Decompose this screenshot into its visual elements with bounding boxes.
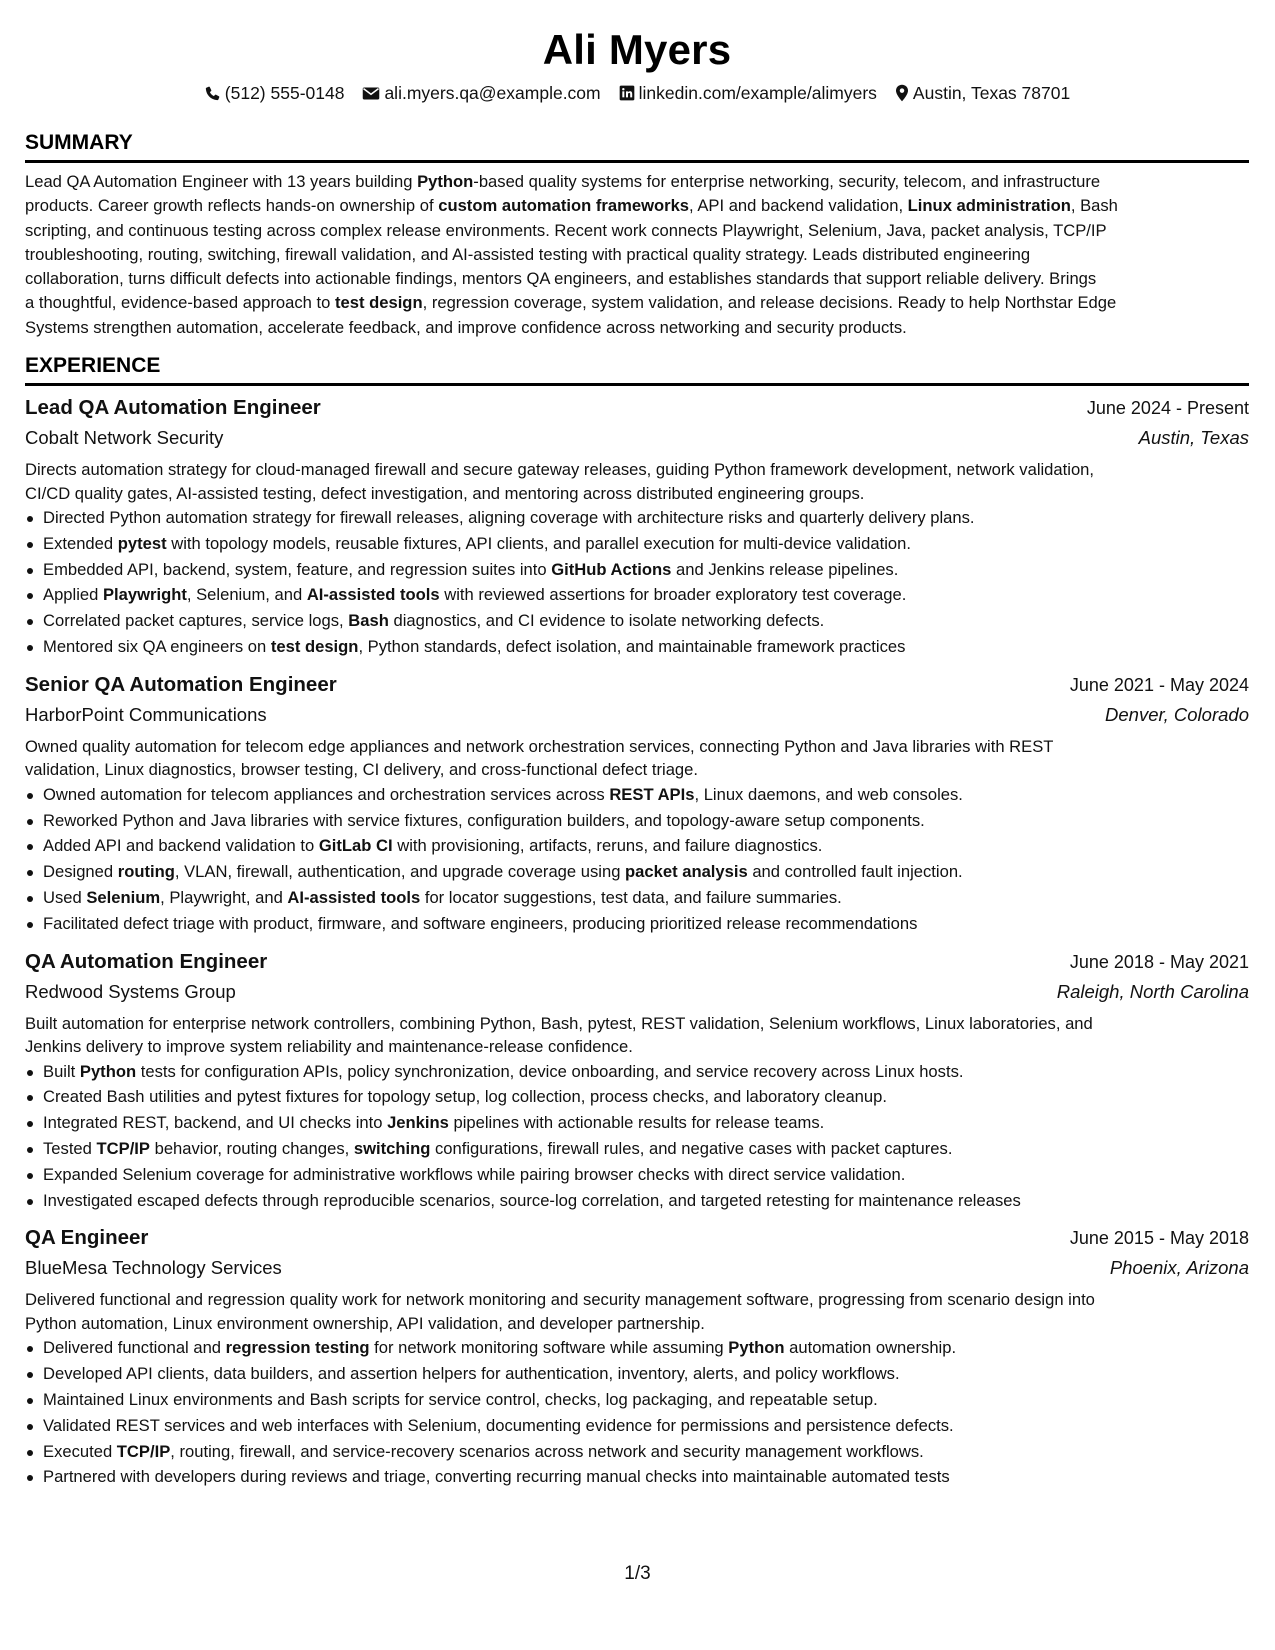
- bullet-item: Delivered functional and regression testing for network monitoring software while assuming Python automation ownership.: [25, 1335, 1249, 1361]
- job-bullets: [25, 505, 1249, 660]
- job-header: [25, 947, 1249, 977]
- job-dates: June 2015 - May 2018: [1069, 1228, 1249, 1249]
- job-description: Owned quality automation for telecom edge appliances and network orchestration services, connecting Python and Java libraries with REST validation, Linux diagnostics, browser testing, CI delivery, and cross-functional defect triage.: [25, 736, 1054, 780]
- bullet-item: Extended pytest with topology models, reusable fixtures, API clients, and parallel execution for multi-device validation.: [25, 531, 1249, 557]
- bullet-item: Owned automation for telecom appliances and orchestration services across REST APIs, Linux daemons, and web consoles.: [25, 782, 1249, 808]
- job-subheader: [25, 1253, 1249, 1283]
- job-location: Austin, Texas: [1138, 427, 1249, 449]
- summary-text: Lead QA Automation Engineer with 13 years building Python-based quality systems for enterprise networking, security, telecom, and infrastructure products. Career growth reflects hands-on ownership of custom automation frameworks, API and backend validation, Linux administration, Bash scripting, and continuous testing across complex release environments. Recent work connects Playwright, Selenium, Java, packet analysis, TCP/IP troubleshooting, routing, switching, firewall validation, and AI-assisted testing with practical quality strategy. Leads distributed engineering collaboration, turns difficult defects into actionable findings, mentors QA engineers, and establishes standards that support reliable delivery. Brings a thoughtful, evidence-based approach to test design, regression coverage, system validation, and release decisions. Ready to help Northstar Edge Systems strengthen automation, accelerate feedback, and improve confidence across networking and security products.: [25, 172, 1118, 337]
- experience-heading: EXPERIENCE: [25, 353, 1249, 386]
- job-title: Lead QA Automation Engineer: [25, 396, 321, 420]
- bullet-item: Validated REST services and web interfaces with Selenium, documenting evidence for permissions and persistence defects.: [25, 1413, 1249, 1439]
- job-description: Directs automation strategy for cloud-managed firewall and secure gateway releases, guiding Python framework development, network validation, CI/CD quality gates, AI-assisted testing, defect investigation, and mentoring across distributed engineering groups.: [25, 460, 1095, 503]
- job-location: Raleigh, North Carolina: [1056, 980, 1249, 1002]
- bullet-item: Maintained Linux environments and Bash scripts for service control, checks, log packaging, and repeatable setup.: [25, 1387, 1249, 1413]
- bullet-item: Designed routing, VLAN, firewall, authentication, and upgrade coverage using packet analysis and controlled fault injection.: [25, 859, 1249, 885]
- bullet-item: Correlated packet captures, service logs, Bash diagnostics, and CI evidence to isolate networking defects.: [25, 608, 1249, 634]
- bullet-item: Mentored six QA engineers on test design, Python standards, defect isolation, and maintainable framework practices: [25, 634, 1249, 660]
- phone-icon: [204, 85, 221, 102]
- bullet-item: Partnered with developers during reviews and triage, converting recurring manual checks into maintainable automated tests: [25, 1464, 1249, 1490]
- bullet-item: Created Bash utilities and pytest fixtures for topology setup, log collection, process checks, and laboratory cleanup.: [25, 1084, 1249, 1110]
- email-link[interactable]: ali.myers.qa@example.com: [384, 83, 601, 103]
- job-title: Senior QA Automation Engineer: [25, 672, 337, 696]
- experience-list: [25, 393, 1249, 1490]
- contact-email[interactable]: [362, 81, 600, 105]
- bullet-item: Built Python tests for configuration APIs, policy synchronization, device onboarding, and service recovery across Linux hosts.: [25, 1059, 1249, 1085]
- company-name: HarborPoint Communications: [25, 703, 267, 725]
- job-bullets: [25, 1059, 1249, 1214]
- contact-location: [895, 81, 1070, 105]
- bullet-item: Applied Playwright, Selenium, and AI-assisted tools with reviewed assertions for broader exploratory test coverage.: [25, 582, 1249, 608]
- map-pin-icon: [895, 84, 909, 102]
- job-subheader: [25, 977, 1249, 1007]
- bullet-item: Used Selenium, Playwright, and AI-assisted tools for locator suggestions, test data, and failure summaries.: [25, 885, 1249, 911]
- bullet-item: Integrated REST, backend, and UI checks into Jenkins pipelines with actionable results for release teams.: [25, 1110, 1249, 1136]
- job-entry: [25, 393, 1249, 660]
- contact-bar: [25, 81, 1249, 105]
- bullet-item: Developed API clients, data builders, and assertion helpers for authentication, inventory, alerts, and policy workflows.: [25, 1361, 1249, 1387]
- bullet-item: Investigated escaped defects through reproducible scenarios, source-log correlation, and targeted retesting for maintenance releases: [25, 1188, 1249, 1214]
- job-description: Built automation for enterprise network controllers, combining Python, Bash, pytest, REST validation, Selenium workflows, Linux laboratories, and Jenkins delivery to improve system reliability and maintenance-release confidence.: [25, 1013, 1093, 1057]
- job-bullets: [25, 782, 1249, 937]
- contact-phone: [204, 81, 345, 105]
- job-title: QA Automation Engineer: [25, 949, 268, 973]
- bullet-item: Reworked Python and Java libraries with service fixtures, configuration builders, and topology-aware setup components.: [25, 808, 1249, 834]
- location-text: Austin, Texas 78701: [912, 83, 1071, 103]
- job-bullets: [25, 1335, 1249, 1490]
- summary-heading: SUMMARY: [25, 130, 1249, 163]
- bullet-item: Embedded API, backend, system, feature, and regression suites into GitHub Actions and Jenkins release pipelines.: [25, 557, 1249, 583]
- bullet-item: Facilitated defect triage with product, firmware, and software engineers, producing prioritized release recommendations: [25, 911, 1249, 937]
- job-location: Denver, Colorado: [1105, 703, 1249, 725]
- job-entry: [25, 670, 1249, 937]
- bullet-item: Expanded Selenium coverage for administrative workflows while pairing browser checks with direct service validation.: [25, 1162, 1249, 1188]
- linkedin-icon: [619, 85, 635, 101]
- linkedin-link[interactable]: linkedin.com/example/alimyers: [638, 83, 877, 103]
- job-header: [25, 1223, 1249, 1253]
- phone-number: (512) 555-0148: [224, 83, 345, 103]
- job-location: Phoenix, Arizona: [1109, 1257, 1249, 1279]
- job-subheader: [25, 700, 1249, 730]
- job-dates: June 2018 - May 2021: [1069, 951, 1249, 972]
- bullet-item: Directed Python automation strategy for firewall releases, aligning coverage with architecture risks and quarterly delivery plans.: [25, 505, 1249, 531]
- bullet-item: Added API and backend validation to GitLab CI with provisioning, artifacts, reruns, and failure diagnostics.: [25, 833, 1249, 859]
- company-name: Cobalt Network Security: [25, 427, 224, 449]
- job-entry: [25, 1223, 1249, 1490]
- job-header: [25, 393, 1249, 423]
- resume-page: [25, 0, 1249, 1490]
- envelope-icon: [362, 86, 380, 101]
- bullet-item: Tested TCP/IP behavior, routing changes, switching configurations, firewall rules, and negative cases with packet captures.: [25, 1136, 1249, 1162]
- job-dates: June 2024 - Present: [1086, 398, 1249, 419]
- job-dates: June 2021 - May 2024: [1069, 674, 1249, 695]
- job-header: [25, 670, 1249, 700]
- candidate-name: Ali Myers: [542, 26, 732, 73]
- company-name: Redwood Systems Group: [25, 980, 236, 1002]
- job-subheader: [25, 423, 1249, 453]
- job-title: QA Engineer: [25, 1226, 149, 1250]
- contact-linkedin[interactable]: [619, 81, 877, 105]
- job-entry: [25, 947, 1249, 1214]
- job-description: Delivered functional and regression quality work for network monitoring and security management software, progressing from scenario design into Python automation, Linux environment ownership, API validation, and developer partnership.: [25, 1290, 1095, 1333]
- page-number: 1/3: [624, 1563, 651, 1584]
- company-name: BlueMesa Technology Services: [25, 1257, 282, 1279]
- bullet-item: Executed TCP/IP, routing, firewall, and service-recovery scenarios across network and security management workflows.: [25, 1439, 1249, 1465]
